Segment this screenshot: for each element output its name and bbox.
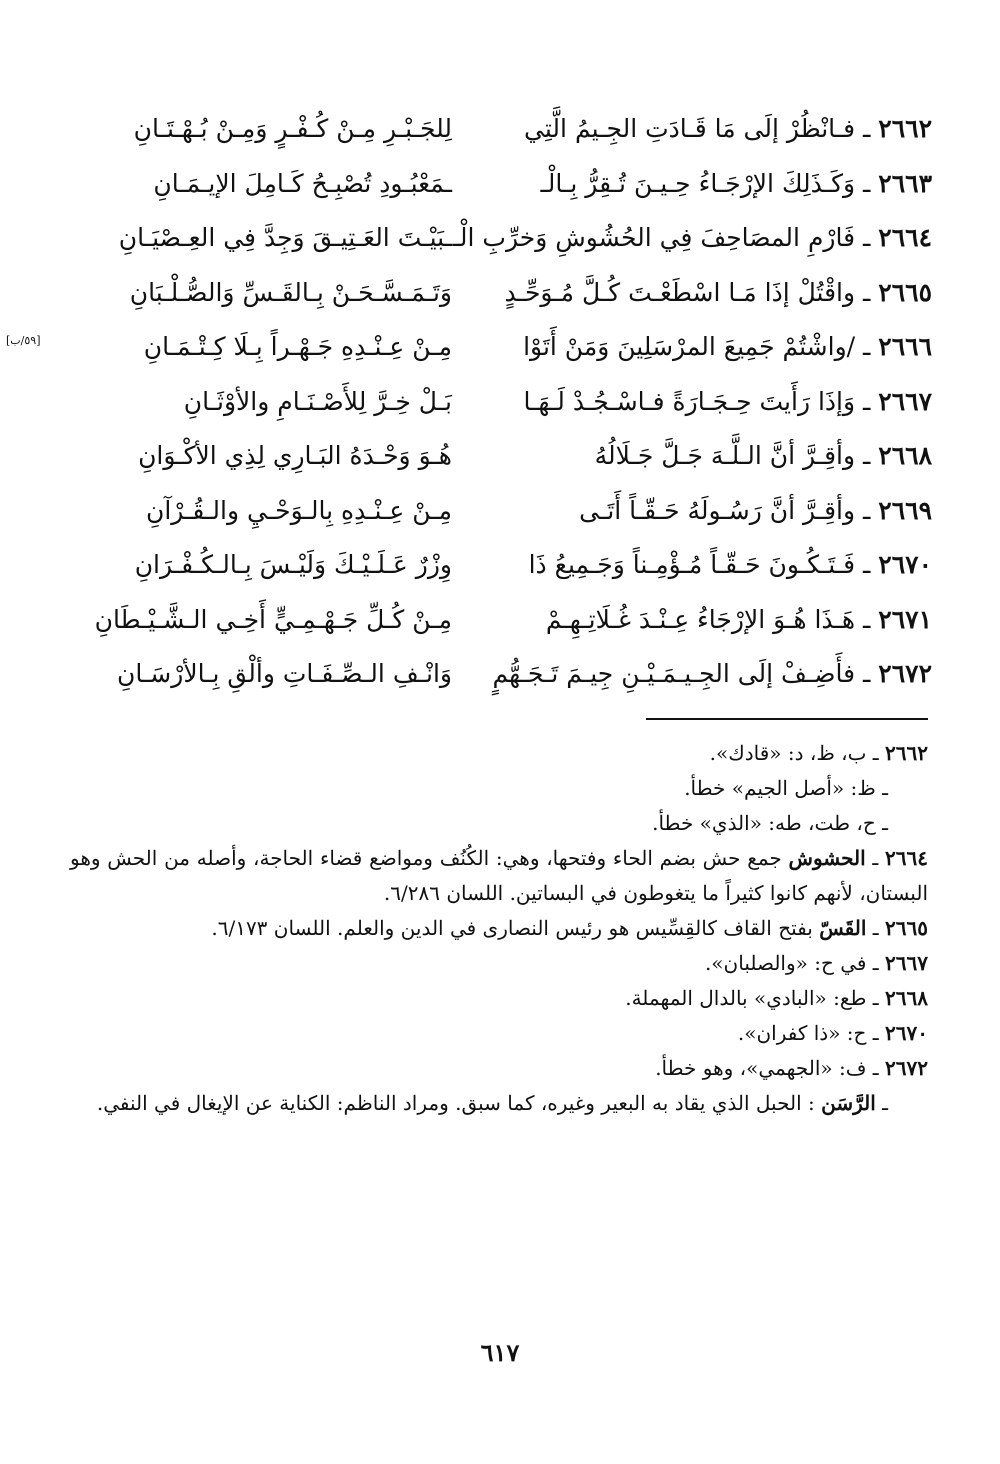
footnote-text: في ح: «والصلبان». (704, 951, 867, 975)
verse-dash: ـ (855, 277, 879, 307)
verse-first-text: فأَضِـفْ إلَى الجِـيـمَـيْـنِ جِيـمَ تَـجَـهُّمٍ (492, 659, 856, 688)
verse-dash: ـ (855, 223, 879, 252)
verse-first-text: فـانْظُرْ إلَى مَا قَـادَتِ الجِـيمُ الَّتِي (524, 114, 856, 143)
verse-first-text: وَكَـذَلِكَ الإرْجَـاءُ حِـيـنَ تُـقِرُّ بِـالْـ (540, 168, 856, 198)
verse-dash: ـ (855, 604, 879, 634)
page-number: ٦١٧ (480, 1338, 520, 1367)
footnote-headword: الحشوش (788, 846, 866, 870)
footnote-number: ٢٦٦٤ (885, 846, 928, 870)
verse-number: ٢٦٧٠ (878, 550, 932, 579)
manuscript-folio-ref: [٥٩/ب] (6, 334, 41, 347)
footnote: ٢٦٦٥ ـ القَسّ بفتح القاف كالقِسِّيس هو رئيس النصارى في الدين والعلم. اللسان ٦/١٧٣. (211, 916, 928, 940)
verse-number: ٢٦٦٣ (878, 168, 932, 198)
verse-second-hemistich: مِـنْ عِـنْـدِهِ بِالـوَحْـيِ والـقُـرْآنِ (146, 495, 452, 525)
footnote-text: ح، طت، طه: «الذي» خطأ. (652, 811, 876, 835)
footnote: ٢٦٧٢ ـ ف: «الجهمي»، وهو خطأ. (655, 1056, 928, 1080)
footnote: ـ ح، طت، طه: «الذي» خطأ. (652, 811, 888, 835)
verse-number: ٢٦٧١ (878, 604, 932, 634)
footnote: ٢٦٦٨ ـ طع: «البادي» بالدال المهملة. (625, 986, 928, 1010)
footnote: ٢٦٦٢ ـ ب، ظ، د: «قادك». (709, 741, 928, 765)
verse-line (22, 108, 932, 163)
verse-first-text: واقْتُلْ إذَا مَـا اسْطَعْـتَ كُـلَّ مُـوَحِّـدٍ (504, 277, 856, 307)
verse-dash: ـ (855, 495, 879, 525)
verse-number: ٢٦٦٦ (878, 332, 932, 361)
footnote-number: ٢٦٧٢ (885, 1056, 928, 1080)
verse-second-hemistich: هُـوَ وَحْـدَهُ البَـارِي لِذِي الأكْـوَانِ (138, 441, 452, 470)
verse-dash: ـ (855, 441, 879, 470)
verse-first-hemistich (492, 332, 932, 361)
verse-first-hemistich (452, 223, 932, 252)
verse-line (6, 326, 932, 381)
verse-first-hemistich (492, 550, 932, 579)
footnote: ٢٦٦٤ ـ الحشوش جمع حش بضم الحاء وفتحها، وهي: الكُنُف ومواضع قضاء الحاجة، وأصله من الحش وهو البستان، لأنهم كانوا كثيراً ما يتغوطون في البساتين. اللسان ٦/٢٨٦. (70, 846, 928, 905)
verse-first-hemistich (492, 605, 932, 634)
poem-verses (6, 108, 932, 708)
verse-first-text: فَـتَـكُـونَ حَـقّـاً مُـؤْمِـناً وَجَـمِيعُ ذَا (528, 550, 856, 579)
verse-number: ٢٦٧٢ (878, 659, 932, 688)
verse-second-hemistich: وَتَـمَـسَّـحَـنْ بِـالقَـسِّ وَالصُّـلْـبَانِ (129, 277, 452, 307)
footnote: ٢٦٦٧ ـ في ح: «والصلبان». (704, 951, 928, 975)
verse-dash: ـ (855, 114, 879, 143)
footnotes (70, 736, 928, 1121)
verse-second-hemistich: بَـلْ خِـرَّ لِلأَصْـنَـامِ والأوْثَـانِ (183, 386, 452, 416)
verse-dash: ـ (855, 550, 879, 579)
footnote-number: ٢٦٦٢ (885, 741, 928, 765)
verse-number: ٢٦٦٩ (878, 495, 932, 525)
verse-line (22, 653, 932, 708)
footnote: ـ الرَّسَن : الحبل الذي يقاد به البعير وغيره، كما سبق. ومراد الناظم: الكناية عن الإيغال في النفي. (96, 1091, 888, 1115)
verse-line (22, 217, 932, 272)
footnote-text: : الحبل الذي يقاد به البعير وغيره، كما سبق. ومراد الناظم: الكناية عن الإيغال في النفي. (96, 1091, 815, 1115)
footnote-number: ٢٦٦٧ (885, 951, 928, 975)
verse-first-hemistich (492, 441, 932, 470)
verse-second-hemistich: ـبَيْـتَ العَـتِيـقَ وَجِدَّ فِي العِـصْيَـانِ (118, 223, 452, 252)
footnote-text: طع: «البادي» بالدال المهملة. (625, 986, 867, 1010)
verse-first-text: وأقِـرَّ أنَّ الـلَّـهَ جَـلَّ جَـلَالُهُ (594, 441, 856, 470)
footnote-number: ٢٦٧٠ (885, 1021, 928, 1045)
verse-first-text: فَارْمِ المصَاحِفَ فِي الحُشُوشِ وَخرِّبِ الْـ (452, 223, 856, 252)
verse-second-hemistich: مِـنْ عِـنْـدِهِ جَـهْـراً بِـلَا كِـتْـمَـانِ [٥٩/ب] (6, 332, 452, 361)
verse-second-hemistich: ـمَعْبُـودِ تُصْبِـحُ كَـامِلَ الإيـمَـانِ (153, 168, 452, 198)
verse-dash: ـ (855, 168, 879, 198)
verse-second-hemistich: لِلجَـبْـرِ مِـنْ كُـفْـرٍ وَمِـنْ بُـهْـتَـانِ (133, 114, 452, 143)
verse-number: ٢٦٦٨ (878, 441, 932, 470)
footnote-headword: القَسّ (819, 916, 867, 940)
verse-first-hemistich (492, 659, 932, 688)
verse-first-text: /واشْتُمْ جَمِيعَ المرْسَلِينَ وَمَنْ أَتَوْا (523, 332, 856, 361)
verse-line (22, 490, 932, 545)
verse-number: ٢٦٦٤ (878, 223, 932, 252)
verse-dash: ـ (855, 659, 879, 688)
footnote-text: بفتح القاف كالقِسِّيس هو رئيس النصارى في الدين والعلم. اللسان ٦/١٧٣. (211, 916, 813, 940)
verse-first-hemistich (492, 496, 932, 525)
footnote-text: ب، ظ، د: «قادك». (709, 741, 867, 765)
footnote-number: ٢٦٦٨ (885, 986, 928, 1010)
footnote-text: ح: «ذا كفران». (737, 1021, 867, 1045)
verse-number: ٢٦٦٢ (878, 114, 932, 143)
verse-first-text: هَـذَا هُـوَ الإرْجَاءُ عِـنْـدَ غُـلَاتِـهِـمْ (545, 604, 856, 634)
verse-first-hemistich (492, 387, 932, 416)
verse-second-hemistich: وَانْـفِ الـصِّـفَـاتِ وألْقِ بِـالأرْسَـانِ (117, 659, 452, 688)
verse-first-hemistich (492, 169, 932, 198)
verse-number: ٢٦٦٧ (878, 386, 932, 416)
footnote: ـ ظ: «أصل الجيم» خطأ. (684, 776, 888, 800)
footnote-text: ف: «الجهمي»، وهو خطأ. (655, 1056, 867, 1080)
footnote-number: ٢٦٦٥ (885, 916, 928, 940)
verse-second-hemistich: مِـنْ كُـلِّ جَـهْـمِـيٍّ أَخِـي الـشَّـيْـطَانِ (94, 604, 452, 634)
footnote-text: ظ: «أصل الجيم» خطأ. (684, 776, 876, 800)
verse-line (22, 381, 932, 436)
verse-first-hemistich (492, 114, 932, 143)
verse-line (22, 272, 932, 327)
verse-dash: ـ (855, 386, 879, 416)
footnote-headword: الرَّسَن (821, 1091, 876, 1115)
verse-line (22, 435, 932, 490)
verse-line (22, 599, 932, 654)
verse-line (22, 163, 932, 218)
verse-second-hemistich: وِزْرٌ عَـلَـيْـكَ وَلَيْـسَ بِـالـكُـفْـرَانِ (134, 550, 452, 579)
verse-first-text: وأقِـرَّ أنَّ رَسُـولَهُ حَـقّـاً أَتَـى (579, 495, 856, 525)
footnote: ٢٦٧٠ ـ ح: «ذا كفران». (737, 1021, 928, 1045)
footnote-text: جمع حش بضم الحاء وفتحها، وهي: الكُنُف ومواضع قضاء الحاجة، وأصله من الحش وهو البستان، لأنهم كانوا كثيراً ما يتغوطون في البساتين. اللسان ٦/٢٨٦. (70, 846, 928, 905)
footnote-separator (646, 718, 928, 720)
verse-first-text: وَإذَا رَأَيتَ حِـجَـارَةً فـاسْـجُـدْ لَـهَـا (523, 386, 856, 416)
verse-first-hemistich (492, 278, 932, 307)
verse-line (22, 544, 932, 599)
verse-number: ٢٦٦٥ (878, 277, 932, 307)
verse-dash: ـ (855, 332, 879, 361)
